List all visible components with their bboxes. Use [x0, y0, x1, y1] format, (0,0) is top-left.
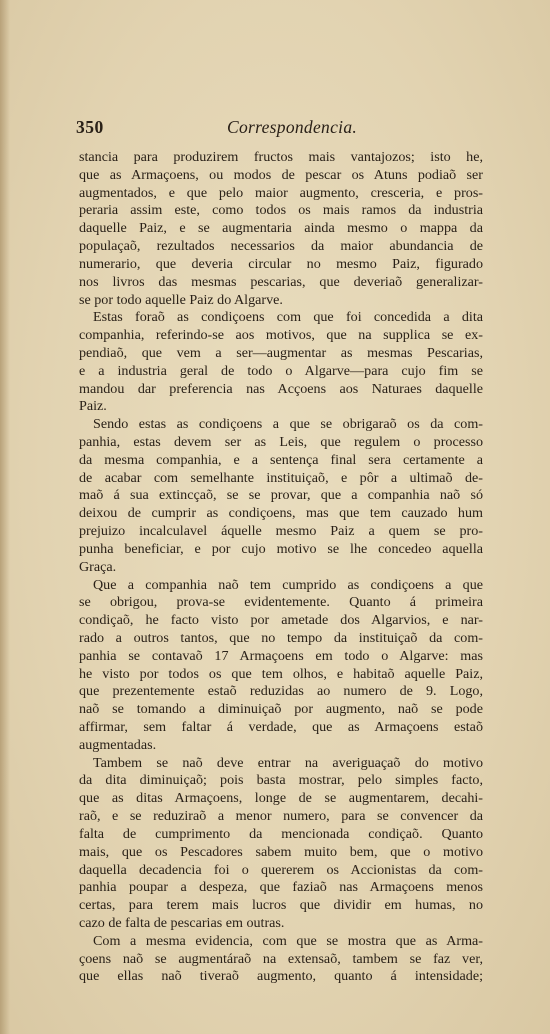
- text-line: se obrigou, prova-se evidentemente. Quanto á primeira: [79, 594, 483, 611]
- text-line: certas, para terem mais lucros que dividir em humas, no: [79, 897, 483, 914]
- text-line: de acabar com semelhante instituiçaõ, e pôr a ultimaõ de-: [79, 469, 483, 486]
- text-line: affirmar, sem faltar á verdade, que as Armaçoens estaõ: [79, 719, 483, 735]
- text-line: Que a companhia naõ tem cumprido as condiçoens a que: [93, 576, 483, 593]
- running-header: [76, 117, 484, 139]
- text-line: cazo de falta de pescarias em outras.: [79, 914, 285, 931]
- text-line: mais, que os Pescadores sabem muito bem, que o motivo: [79, 843, 483, 860]
- text-line: nos livros das mesmas pescarias, que deveriaõ generalizar-: [79, 273, 483, 290]
- binding-shadow: [0, 0, 10, 1034]
- body-text: [79, 149, 483, 986]
- text-line: que prezentemente estaõ reduzidas ao numero de 9. Logo,: [79, 683, 483, 700]
- text-line: condiçaõ, he facto visto por ametade dos Algarvios, e nar-: [79, 612, 483, 629]
- text-line: numerario, que deveria circular no mesmo Paiz, figurado: [79, 255, 483, 272]
- text-line: que as ditas Armaçoens, longe de se augmentarem, decahi-: [79, 790, 483, 807]
- text-line: falta de cumprimento da mencionada condiçaõ. Quanto: [79, 825, 483, 842]
- text-line: punha beneficiar, e por cujo motivo se lhe concedeo aquella: [79, 540, 483, 557]
- text-line: Graça.: [79, 558, 117, 575]
- text-line: e a industria geral de todo o Algarve—para cujo fim se: [79, 362, 483, 379]
- text-line: deixou de cumprir as condiçoens, mas que tem cauzado hum: [79, 505, 483, 522]
- text-line: prejuizo incalculavel áquelle mesmo Paiz a quem se pro-: [79, 523, 483, 540]
- text-line: he visto por todos os que tem olhos, e habitaõ aquelle Paiz,: [79, 665, 483, 682]
- text-line: Tambem se naõ deve entrar na averiguaçaõ do motivo: [93, 754, 483, 771]
- text-line: da mesma companhia, e a sentença final sera certamente a: [79, 451, 483, 468]
- text-line: Paiz.: [79, 398, 107, 415]
- text-line: stancia para produzirem fructos mais vantajozos; isto he,: [79, 149, 483, 165]
- text-line: da dita diminuiçaõ; pois basta mostrar, pelo simples facto,: [79, 772, 483, 789]
- text-line: pendiaõ, que vem a ser—augmentar as mesmas Pescarias,: [79, 344, 483, 361]
- page-number: 350: [76, 117, 104, 137]
- text-line: naõ se tomando a diminuiçaõ por augmento, naõ se pode: [79, 701, 483, 718]
- text-line: que as Armaçoens, ou modos de pescar os Atuns podiaõ ser: [79, 166, 483, 183]
- text-line: companhia, referindo-se aos motivos, que na supplica se ex-: [79, 327, 483, 344]
- text-line: panhia poupar a despeza, que faziaõ nas Armaçoens menos: [79, 879, 483, 896]
- text-line: daquella decadencia foi o quererem os Accionistas da com-: [79, 861, 483, 878]
- text-line: çoens naõ se augmentáraõ na extensaõ, tambem se faz ver,: [79, 950, 483, 967]
- text-line: daquelle Paiz, e se augmentaria ainda mesmo o mappa da: [79, 220, 483, 237]
- text-line: maõ á sua extincçaõ, se se provar, que a companhia naõ só: [79, 487, 483, 504]
- text-line: augmentadas.: [79, 736, 157, 753]
- text-line: augmentados, e que pelo maior augmento, cresceria, e pros-: [79, 184, 483, 201]
- text-line: Sendo estas as condiçoens a que se obrigaraõ os da com-: [93, 416, 483, 433]
- text-line: raõ, e se reduziraõ a menor numero, para se convencer da: [79, 808, 483, 825]
- text-line: populaçaõ, rezultados necessarios da maior abundancia de: [79, 238, 483, 255]
- text-line: peraria assim este, como todos os mais ramos da industria: [79, 202, 483, 219]
- text-line: Estas foraõ as condiçoens com que foi concedida a dita: [93, 309, 483, 326]
- text-line: mandou dar preferencia nas Acçoens aos Naturaes daquelle: [79, 380, 483, 397]
- text-line: que ellas naõ tiveraõ augmento, quanto á intensidade;: [79, 968, 483, 985]
- text-line: Com a mesma evidencia, com que se mostra que as Arma-: [93, 932, 483, 949]
- running-title: Correspondencia.: [227, 117, 358, 137]
- text-line: panhia, estas devem ser as Leis, que regulem o processo: [79, 434, 483, 450]
- text-line: rado a outros tantos, que no tempo da instituiçaõ da com-: [79, 629, 483, 646]
- text-line: panhia se contavaõ 17 Armaçoens em todo o Algarve: mas: [79, 647, 483, 664]
- text-line: se por todo aquelle Paiz do Algarve.: [79, 291, 283, 308]
